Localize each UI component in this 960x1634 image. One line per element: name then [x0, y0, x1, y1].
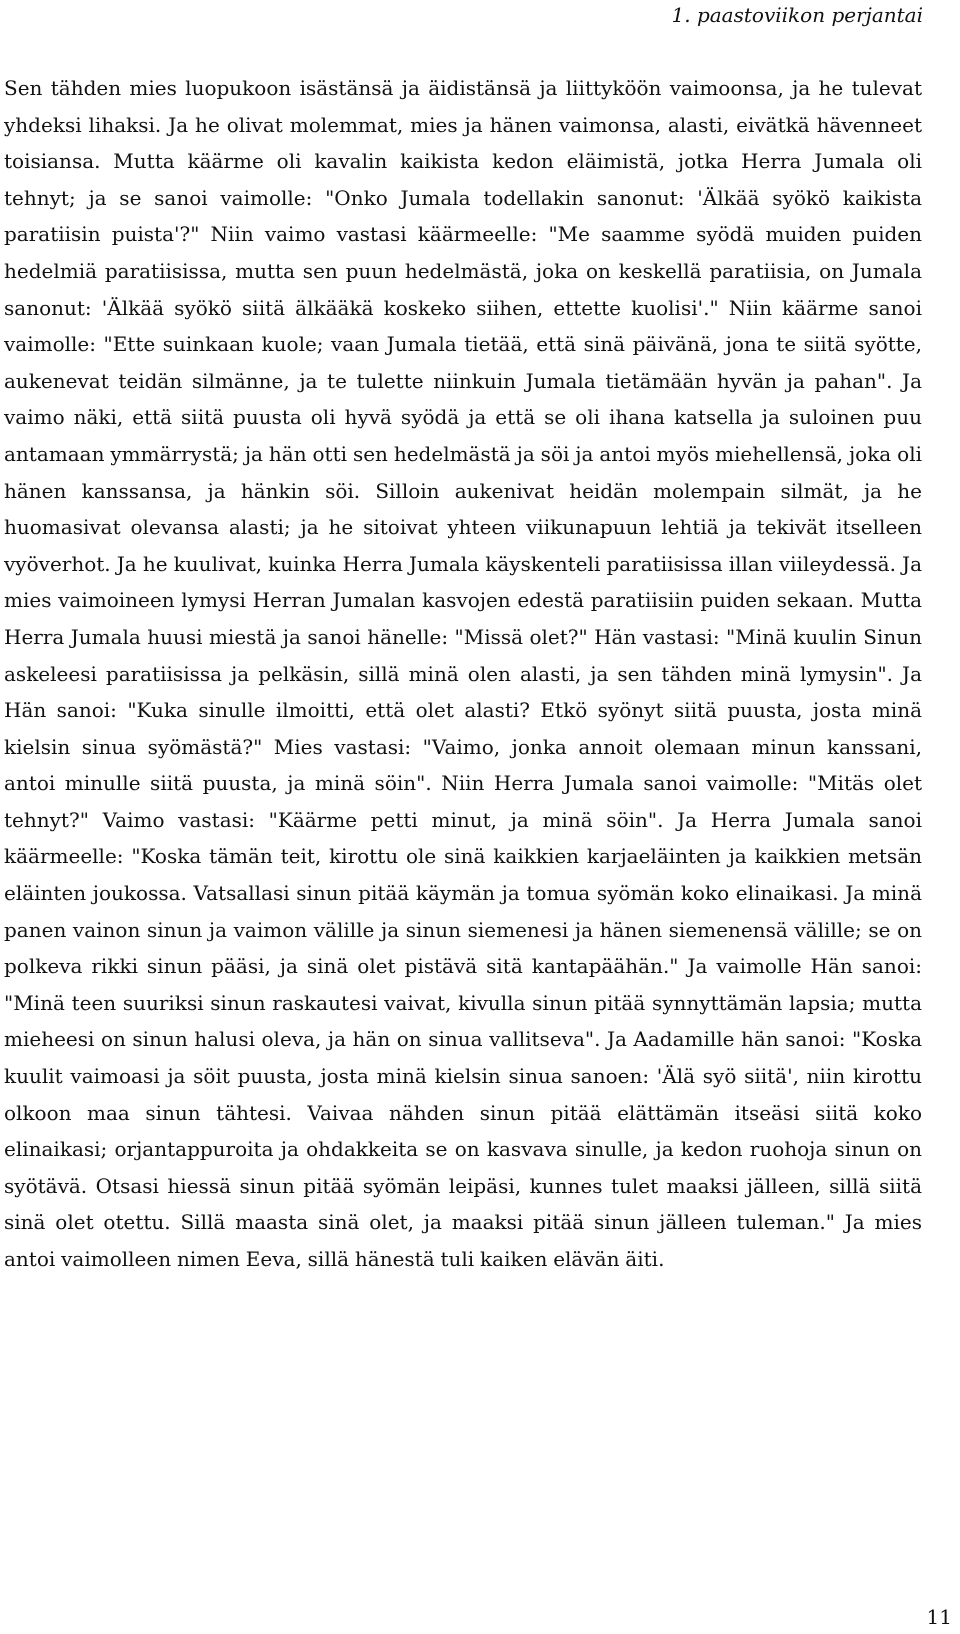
body-paragraph: Sen tähden mies luopukoon isästänsä ja äidistänsä ja liittyköön vaimoonsa, ja he tulevat yhdeksi lihaksi. Ja he olivat molemmat, mies ja hänen vaimonsa, alasti, eivätkä hävenneet toisiansa. Mutta käärme oli kavalin kaikista kedon eläimistä, jotka Herra Jumala oli tehnyt; ja se sanoi vaimolle: "Onko Jumala todellakin sanonut: 'Älkää syökö kaikista paratiisin puista'?" Niin vaimo vastasi käärmeelle: "Me saamme syödä muiden puiden hedelmiä paratiisissa, mutta sen puun hedelmästä, joka on keskellä paratiisia, on Jumala sanonut: 'Älkää syökö siitä älkääkä koskeko siihen, ettette kuolisi'." Niin käärme sanoi vaimolle: "Ette suinkaan kuole; vaan Jumala tietää, että sinä päivänä, jona te siitä syötte, aukenevat teidän silmänne, ja te tulette niinkuin Jumala tietämään hyvän ja pahan". Ja vaimo näki, että siitä puusta oli hyvä syödä ja että se oli ihana katsella ja suloinen puu antamaan ymmärrystä; ja hän otti sen hedelmästä ja söi ja antoi myös miehellensä, joka oli hänen kanssansa, ja hänkin söi. Silloin aukenivat heidän molempain silmät, ja he huomasivat olevansa alasti; ja he sitoivat yhteen viikunapuun lehtiä ja tekivät itselleen vyöverhot. Ja he kuulivat, kuinka Herra Jumala käyskenteli paratiisissa illan viileydessä. Ja mies vaimoineen lymysi Herran Jumalan kasvojen edestä paratiisiin puiden sekaan. Mutta Herra Jumala huusi miestä ja sanoi hänelle: "Missä olet?" Hän vastasi: "Minä kuulin Sinun askeleesi paratiisissa ja pelkäsin, sillä minä olen alasti, ja sen tähden minä lymysin". Ja Hän sanoi: "Kuka sinulle ilmoitti, että olet alasti? Etkö syönyt siitä puusta, josta minä kielsin sinua syömästä?" Mies vastasi: "Vaimo, jonka annoit olemaan minun kanssani, antoi minulle siitä puusta, ja minä söin". Niin Herra Jumala sanoi vaimolle: "Mitäs olet tehnyt?" Vaimo vastasi: "Käärme petti minut, ja minä söin". Ja Herra Jumala sanoi käärmeelle: "Koska tämän teit, kirottu ole sinä kaikkien karjaeläinten ja kaikkien metsän eläinten joukossa. Vatsallasi sinun pitää käymän ja tomua syömän koko elinaikasi. Ja minä panen vainon sinun ja vaimon välille ja sinun siemenesi ja hänen siemenensä välille; se on polkeva rikki sinun pääsi, ja sinä olet pistävä sitä kantapäähän." Ja vaimolle Hän sanoi: "Minä teen suuriksi sinun raskautesi vaivat, kivulla sinun pitää synnyttämän lapsia; mutta mieheesi on sinun halusi oleva, ja hän on sinua vallitseva". Ja Aadamille hän sanoi: "Koska kuulit vaimoasi ja söit puusta, josta minä kielsin sinua sanoen: 'Älä syö siitä', niin kirottu olkoon maa sinun tähtesi. Vaivaa nähden sinun pitää elättämän itseäsi siitä koko elinaikasi; orjantappuroita ja ohdakkeita se on kasvava sinulle, ja kedon ruohoja sinun on syötävä. Otsasi hiessä sinun pitää syömän leipäsi, kunnes tulet maaksi jälleen, sillä siitä sinä olet otettu. Sillä maasta sinä olet, ja maaksi pitää sinun jälleen tuleman." Ja mies antoi vaimolleen nimen Eeva, sillä hänestä tuli kaiken elävän äiti. [4, 76, 922, 1271]
running-header: 1. paastoviikon perjantai [671, 3, 923, 27]
page-number: 11 [926, 1605, 952, 1629]
